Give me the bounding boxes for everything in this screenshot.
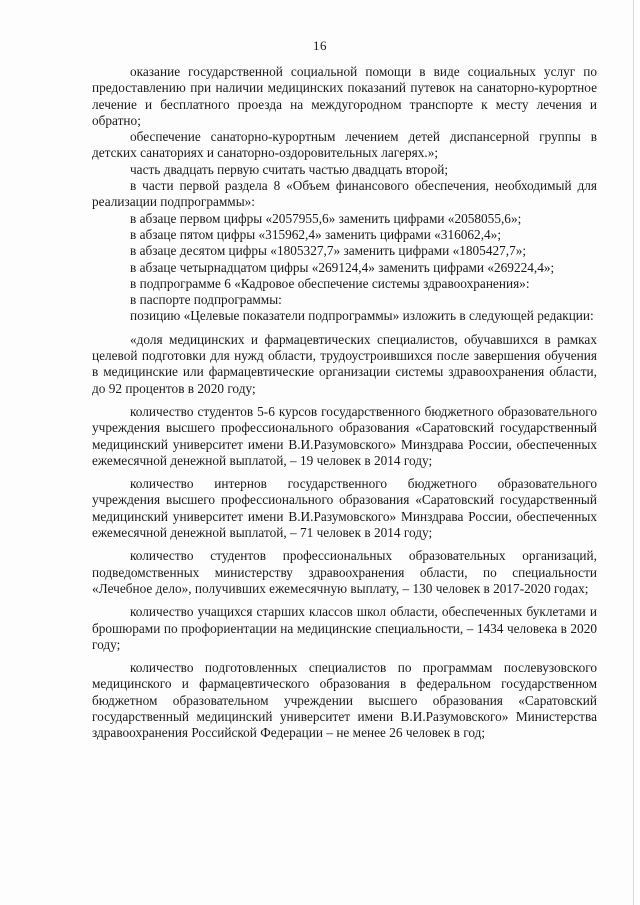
- paragraph: количество учащихся старших классов школ области, обеспеченных буклетами и брошюрами по профориентации на медицинские специальности, – 1434 человека в 2020 году;: [92, 604, 597, 652]
- paragraph: обеспечение санаторно-курортным лечением детей диспансерной группы в детских санаториях и санаторно-оздоровительных лагерях.»;: [92, 129, 597, 161]
- paragraph: в паспорте подпрограммы:: [130, 292, 282, 308]
- paragraph: в подпрограмме 6 «Кадровое обеспечение системы здравоохранения»:: [130, 275, 530, 291]
- paragraph: в абзаце четырнадцатом цифры «269124,4» заменить цифрами «269224,4»;: [130, 259, 555, 275]
- paragraph: часть двадцать первую считать частью двадцать второй;: [130, 161, 449, 177]
- paragraph: оказание государственной социальной помощи в виде социальных услуг по предоставлению при наличии медицинских показаний путевок на санаторно-курортное лечение и бесплатного проезда на междугородном транспорте к месту лечения и обратно;: [92, 64, 597, 128]
- paragraph: в абзаце первом цифры «2057955,6» заменить цифрами «2058055,6»;: [130, 210, 522, 226]
- document-body: [92, 64, 597, 742]
- scan-edge-line: [633, 0, 634, 905]
- paragraph: «доля медицинских и фармацевтических специалистов, обучавшихся в рамках целевой подготовки для нужд области, трудоустроившихся после завершения обучения в медицинские или фармацевтические организации системы здравоохранения области, до 92 процентов в 2020 году;: [92, 331, 597, 396]
- paragraph: количество интернов государственного бюджетного образовательного учреждения высшего профессионального образования «Саратовский государственный медицинский университет имени В.И.Разумовского» Минздрава России, обеспеченных ежемесячной денежной выплатой, – 71 человек в 2014 году;: [92, 476, 597, 541]
- paragraph: количество студентов 5-6 курсов государственного бюджетного образовательного учреждения высшего профессионального образования «Саратовский государственный медицинский университет имени В.И.Разумовского» Минздрава России, обеспеченных ежемесячной денежной выплатой, – 19 человек в 2014 году;: [92, 403, 597, 468]
- paragraph: количество подготовленных специалистов по программам послевузовского медицинского и фармацевтического образования в федеральном государственном бюджетном образовательном учреждении высшего образования «Саратовский государственный медицинский университет имени В.И.Разумовского» Министерства здравоохранения Российской Федерации – не менее 26 человек в год;: [92, 660, 597, 741]
- paragraph: позицию «Целевые показатели подпрограммы» изложить в следующей редакции:: [130, 308, 594, 324]
- paragraph: в абзаце пятом цифры «315962,4» заменить цифрами «316062,4»;: [130, 226, 502, 242]
- paragraph: в части первой раздела 8 «Объем финансового обеспечения, необходимый для реализации подпрограммы»:: [92, 178, 597, 210]
- page-number: 16: [313, 38, 327, 53]
- paragraph: количество студентов профессиональных образовательных организаций, подведомственных министерству здравоохранения области, по специальности «Лечебное дело», получивших ежемесячную выплату, – 130 человек в 2017-2020 годах;: [92, 548, 597, 596]
- paragraph: в абзаце десятом цифры «1805327,7» заменить цифрами «1805427,7»;: [130, 243, 527, 259]
